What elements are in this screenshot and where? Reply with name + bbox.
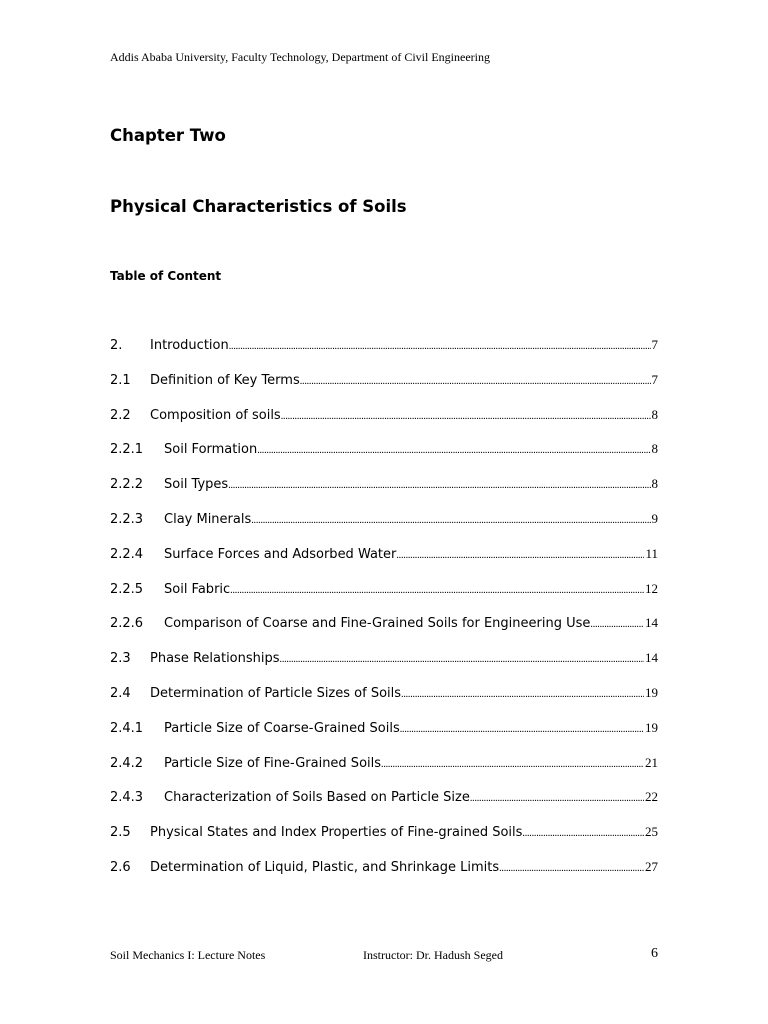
toc-heading: Table of Content	[110, 269, 222, 283]
toc-entry-number: 2.2.4	[110, 546, 144, 562]
toc-entry[interactable]	[110, 685, 658, 720]
toc-entry-page: 7	[651, 337, 658, 352]
toc-entry-page: 12	[645, 580, 658, 596]
toc-entry-title: Comparison of Coarse and Fine-Grained Soils for Engineering Use	[164, 616, 591, 632]
toc-dot-leader	[590, 619, 644, 630]
toc-entry-page: 19	[645, 719, 658, 735]
toc-entry-number: 2.2.1	[110, 442, 144, 458]
toc-dot-leader	[401, 689, 644, 700]
toc-entry[interactable]	[110, 755, 658, 790]
footer-course: Soil Mechanics I: Lecture Notes	[110, 948, 266, 962]
toc-entry-title: Soil Formation	[164, 442, 258, 458]
toc-entry[interactable]	[110, 859, 658, 894]
toc-dot-leader	[499, 863, 644, 874]
toc-entry-page: 14	[645, 615, 658, 631]
toc-entry-page: 9	[651, 510, 658, 526]
toc-entry[interactable]	[110, 650, 658, 685]
toc-entry[interactable]	[110, 789, 658, 824]
chapter-heading: Chapter Two	[110, 126, 226, 145]
toc-entry-title: Soil Types	[164, 477, 229, 493]
toc-dot-leader	[522, 828, 644, 839]
toc-entry[interactable]	[110, 511, 658, 546]
toc-entry-title: Particle Size of Fine-Grained Soils	[164, 755, 382, 771]
toc-dot-leader	[300, 376, 651, 387]
toc-dot-leader	[257, 445, 650, 456]
toc-entry-title: Definition of Key Terms	[150, 372, 300, 388]
toc-entry[interactable]	[110, 407, 658, 442]
toc-dot-leader	[396, 550, 644, 561]
toc-entry-page: 8	[651, 476, 658, 492]
toc-entry-number: 2.6	[110, 859, 131, 875]
toc-entry-title: Clay Minerals	[164, 511, 252, 527]
toc-entry[interactable]	[110, 372, 658, 407]
toc-entry-page: 7	[651, 371, 658, 387]
toc-entry-page: 11	[645, 545, 658, 561]
toc-entry-title: Introduction	[150, 338, 229, 353]
toc-entry-number: 2.3	[110, 651, 131, 667]
toc-entry-number: 2.1	[110, 372, 131, 388]
toc-dot-leader	[229, 341, 651, 352]
chapter-title: Physical Characteristics of Soils	[110, 197, 407, 216]
table-of-contents	[110, 337, 658, 894]
toc-entry-title: Characterization of Soils Based on Particle Size	[164, 790, 470, 806]
toc-entry-page: 27	[645, 858, 658, 874]
toc-entry-page: 19	[645, 684, 658, 700]
page-header: Addis Ababa University, Faculty Technology, Department of Civil Engineering	[110, 50, 490, 64]
toc-entry-title: Determination of Particle Sizes of Soils	[150, 685, 402, 701]
toc-entry[interactable]	[110, 581, 658, 616]
toc-entry-title: Soil Fabric	[164, 581, 231, 597]
toc-entry-page: 14	[645, 650, 658, 666]
toc-entry-page: 25	[645, 824, 658, 840]
toc-dot-leader	[400, 724, 644, 735]
toc-entry-number: 2.2.2	[110, 477, 144, 493]
toc-entry-page: 8	[651, 406, 658, 422]
page-number: 6	[651, 946, 658, 961]
toc-entry-title: Determination of Liquid, Plastic, and Shrinkage Limits	[150, 859, 500, 875]
toc-entry[interactable]	[110, 337, 658, 372]
toc-dot-leader	[228, 480, 650, 491]
toc-entry-number: 2.5	[110, 825, 131, 841]
toc-entry-page: 22	[645, 789, 658, 805]
toc-entry-title: Phase Relationships	[150, 651, 280, 667]
toc-dot-leader	[251, 515, 650, 526]
footer-instructor: Instructor: Dr. Hadush Seged	[363, 948, 503, 962]
toc-entry[interactable]	[110, 546, 658, 581]
toc-entry[interactable]	[110, 720, 658, 755]
toc-entry-page: 8	[651, 441, 658, 457]
toc-entry-number: 2.2.6	[110, 616, 144, 632]
toc-entry-number: 2.4.1	[110, 720, 144, 736]
toc-entry-number: 2.2	[110, 407, 131, 423]
toc-entry[interactable]	[110, 476, 658, 511]
toc-dot-leader	[470, 793, 644, 804]
toc-entry-page: 21	[645, 754, 658, 770]
toc-dot-leader	[381, 759, 644, 770]
toc-entry-number: 2.	[110, 338, 123, 353]
toc-entry-number: 2.4	[110, 685, 131, 701]
toc-entry-number: 2.2.5	[110, 581, 144, 597]
toc-entry-title: Composition of soils	[150, 407, 281, 423]
toc-entry-title: Surface Forces and Adsorbed Water	[164, 546, 397, 562]
toc-entry[interactable]	[110, 824, 658, 859]
toc-entry-number: 2.2.3	[110, 511, 144, 527]
toc-entry[interactable]	[110, 441, 658, 476]
toc-entry-title: Particle Size of Coarse-Grained Soils	[164, 720, 400, 736]
toc-entry-number: 2.4.2	[110, 755, 144, 771]
toc-entry-title: Physical States and Index Properties of Fine-grained Soils	[150, 825, 523, 841]
toc-dot-leader	[280, 654, 644, 665]
toc-entry-number: 2.4.3	[110, 790, 144, 806]
toc-dot-leader	[281, 411, 651, 422]
toc-dot-leader	[230, 585, 644, 596]
toc-entry[interactable]	[110, 615, 658, 650]
